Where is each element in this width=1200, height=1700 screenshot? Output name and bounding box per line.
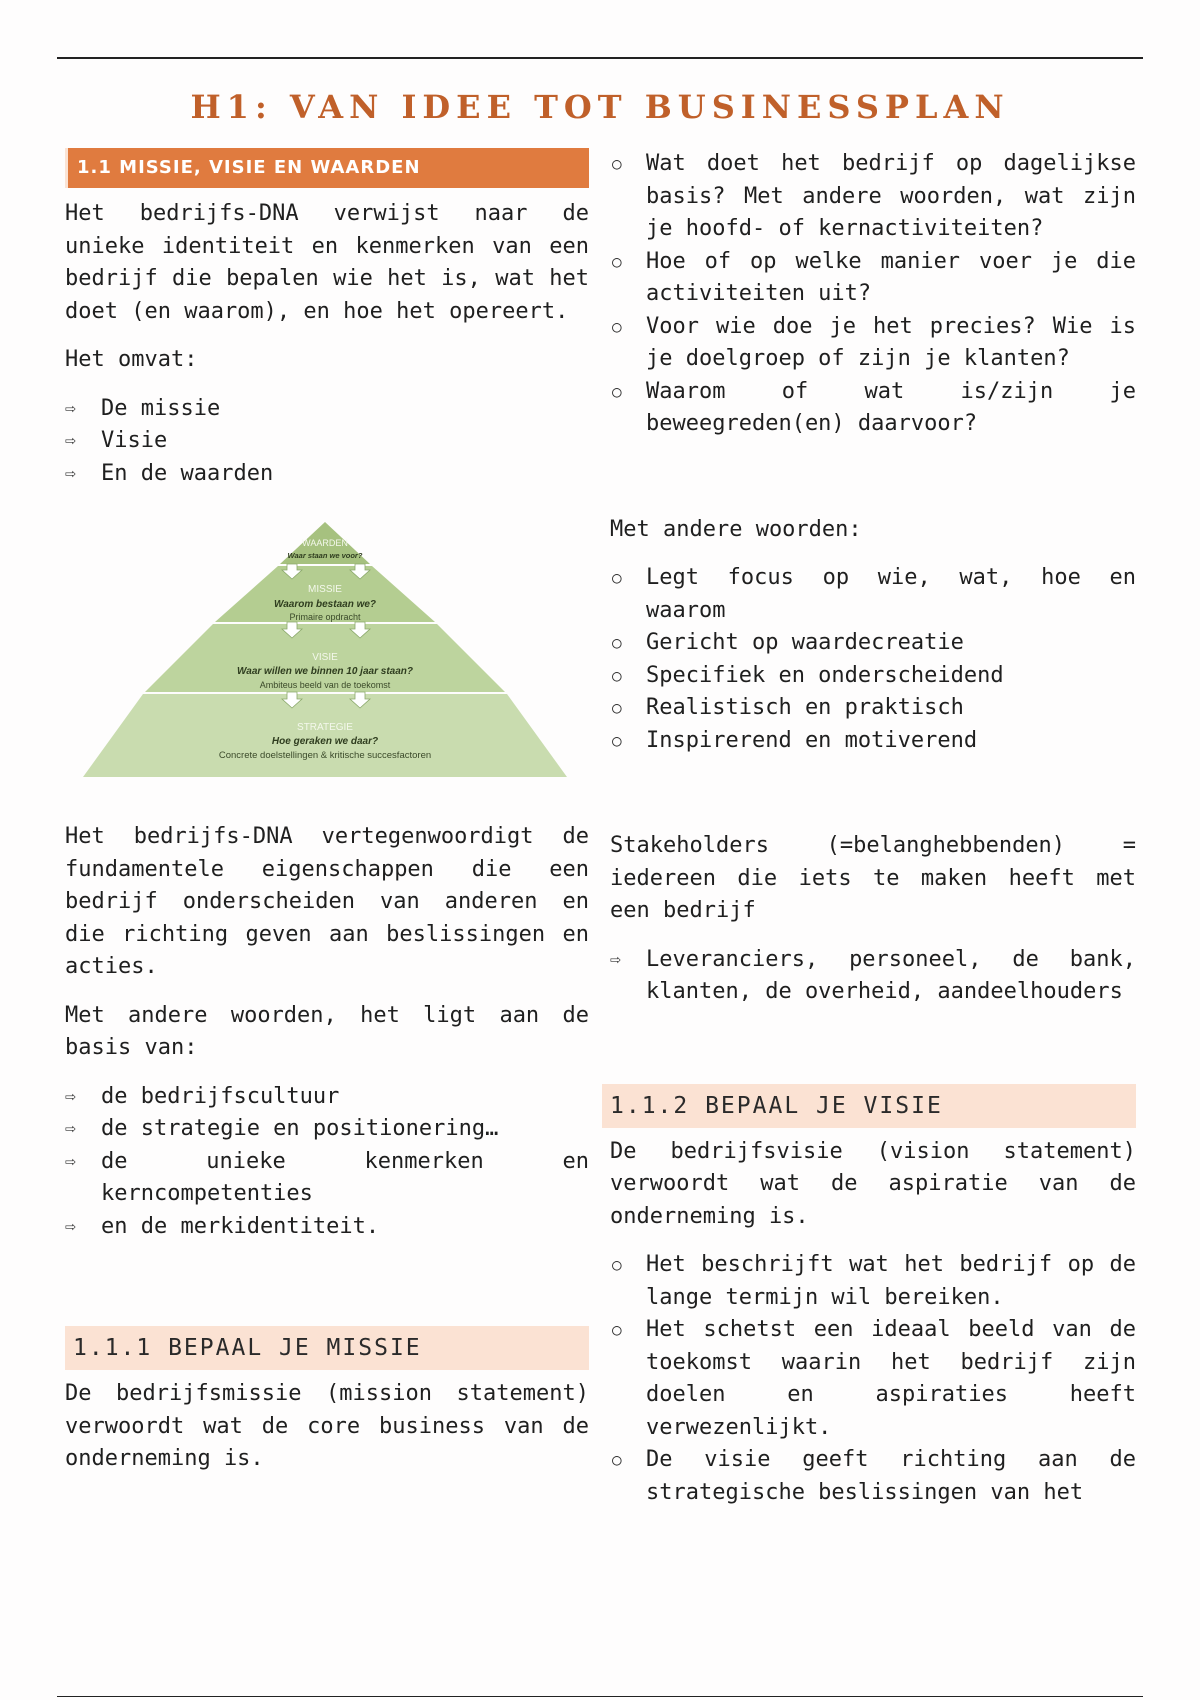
pyramid-label-missie: MISSIE [308, 584, 342, 595]
arrow-right-outline-icon: ⇨ [65, 462, 76, 484]
arrow-right-outline-icon: ⇨ [610, 948, 621, 970]
pyramid-label-visie: VISIE [312, 652, 338, 663]
list-item: ⇨ de unieke kenmerken en kerncompetenties [65, 1146, 589, 1211]
pyramid-detail-missie: Primaire opdracht [289, 612, 361, 622]
pyramid-detail-visie: Ambiteus beeld van de toekomst [259, 680, 391, 690]
arrow-right-outline-icon: ⇨ [65, 1150, 76, 1172]
list-item: ○ Inspirerend en motiverend [610, 725, 1136, 758]
hollow-circle-icon: ○ [612, 665, 622, 685]
list-item: ○ Gericht op waardecreatie [610, 627, 1136, 660]
pyramid-question-visie: Waar willen we binnen 10 jaar staan? [237, 666, 413, 677]
pyramid-question-strategie: Hoe geraken we daar? [271, 736, 379, 747]
hollow-circle-icon: ○ [612, 568, 622, 587]
basis-list [65, 1081, 589, 1244]
missie-paragraph: De bedrijfsmissie (mission statement) verwoordt wat de core business van de onderneming is. [65, 1381, 589, 1471]
arrow-right-outline-icon: ⇨ [65, 1085, 76, 1107]
pyramid-label-waarden: WAARDEN [302, 538, 348, 548]
list-item: ⇨ En de waarden [65, 458, 589, 491]
visie-list [610, 1249, 1136, 1509]
arrow-right-outline-icon: ⇨ [65, 1215, 76, 1237]
hollow-circle-icon: ○ [612, 251, 622, 271]
other-words-list [610, 562, 1136, 757]
pyramid-question-missie: Waarom bestaan we? [273, 599, 377, 610]
hollow-circle-icon: ○ [612, 698, 622, 717]
pyramid-detail-strategie: Concrete doelstellingen & kritische succesfactoren [218, 750, 432, 761]
list-item: ⇨ en de merkidentiteit. [65, 1211, 589, 1244]
dna-paragraph: Het bedrijfs-DNA vertegenwoordigt de fundamentele eigenschappen die een bedrijf onderscheiden van anderen en die richting geven aan beslissingen en acties. [65, 824, 589, 979]
list-item: ⇨ Visie [65, 425, 589, 458]
arrow-right-outline-icon: ⇨ [65, 430, 76, 451]
top-rule [57, 57, 1143, 59]
dna-intro-paragraph: Het bedrijfs-DNA verwijst naar de unieke identiteit en kenmerken van een bedrijf die bepalen wie het is, wat het doet (en waarom), en hoe het opereert. [65, 201, 589, 324]
list-item: ○ Realistisch en praktisch [610, 692, 1136, 725]
hollow-circle-icon: ○ [612, 1320, 622, 1339]
pyramid-question-waarden: Waar staan we voor? [287, 551, 363, 560]
arrow-right-outline-icon: ⇨ [65, 397, 76, 419]
hollow-circle-icon: ○ [612, 1255, 622, 1274]
subheading-missie: 1.1.1 BEPAAL JE MISSIE [65, 1326, 589, 1370]
list-item: ○ Specifiek en onderscheidend [610, 660, 1136, 693]
missie-questions-list [610, 148, 1136, 441]
section-heading: 1.1 MISSIE, VISIE EN WAARDEN [65, 148, 589, 188]
pyramid-label-strategie: STRATEGIE [297, 722, 353, 733]
other-words-label: Met andere woorden: [610, 516, 862, 542]
arrow-right-outline-icon: ⇨ [65, 1118, 76, 1139]
hollow-circle-icon: ○ [612, 730, 622, 750]
right-column [610, 148, 1136, 1509]
omvat-label: Het omvat: [65, 347, 198, 372]
bottom-rule [57, 1696, 1143, 1697]
list-item: ○ Wat doet het bedrijf op dagelijkse basis? Met andere woorden, wat zijn je hoofd- of kernactiviteiten? [610, 148, 1136, 246]
basis-paragraph: Met andere woorden, het ligt aan de basis van: [65, 1002, 589, 1060]
hollow-circle-icon: ○ [612, 154, 622, 173]
page-title: H1: VAN IDEE TOT BUSINESSPLAN [190, 88, 1010, 126]
subheading-visie: 1.1.2 BEPAAL JE VISIE [602, 1084, 1136, 1128]
stakeholders-paragraph: Stakeholders (=belanghebbenden) = iedereen die iets te maken heeft met een bedrijf [610, 833, 1136, 923]
list-item: ⇨ de strategie en positionering… [65, 1113, 589, 1146]
hollow-circle-icon: ○ [612, 381, 622, 401]
list-item: ○ Het schetst een ideaal beeld van de toekomst waarin het bedrijf zijn doelen en aspiraties heeft verwezenlijkt. [610, 1314, 1136, 1444]
hollow-circle-icon: ○ [612, 1450, 622, 1469]
hollow-circle-icon: ○ [612, 316, 622, 336]
list-item: ○ Hoe of op welke manier voer je die activiteiten uit? [610, 246, 1136, 311]
list-item: ○ Voor wie doe je het precies? Wie is je doelgroep of zijn je klanten? [610, 311, 1136, 376]
omvat-list [65, 393, 589, 491]
list-item: ⇨ Leveranciers, personeel, de bank, klanten, de overheid, aandeelhouders [610, 944, 1136, 1009]
left-column [65, 148, 589, 1476]
list-item: ○ Het beschrijft wat het bedrijf op de lange termijn wil bereiken. [610, 1249, 1136, 1314]
list-item: ○ Waarom of wat is/zijn je beweegreden(en) daarvoor? [610, 376, 1136, 441]
visie-paragraph: De bedrijfsvisie (vision statement) verwoordt wat de aspiratie van de onderneming is. [610, 1138, 1136, 1229]
list-item: ○ De visie geeft richting aan de strategische beslissingen van het [610, 1444, 1136, 1509]
list-item: ○ Legt focus op wie, wat, hoe en waarom [610, 562, 1136, 627]
list-item: ⇨ de bedrijfscultuur [65, 1081, 589, 1114]
stakeholders-list [610, 944, 1136, 1009]
strategy-pyramid-figure [80, 512, 570, 787]
list-item: ⇨ De missie [65, 393, 589, 426]
hollow-circle-icon: ○ [612, 633, 622, 652]
